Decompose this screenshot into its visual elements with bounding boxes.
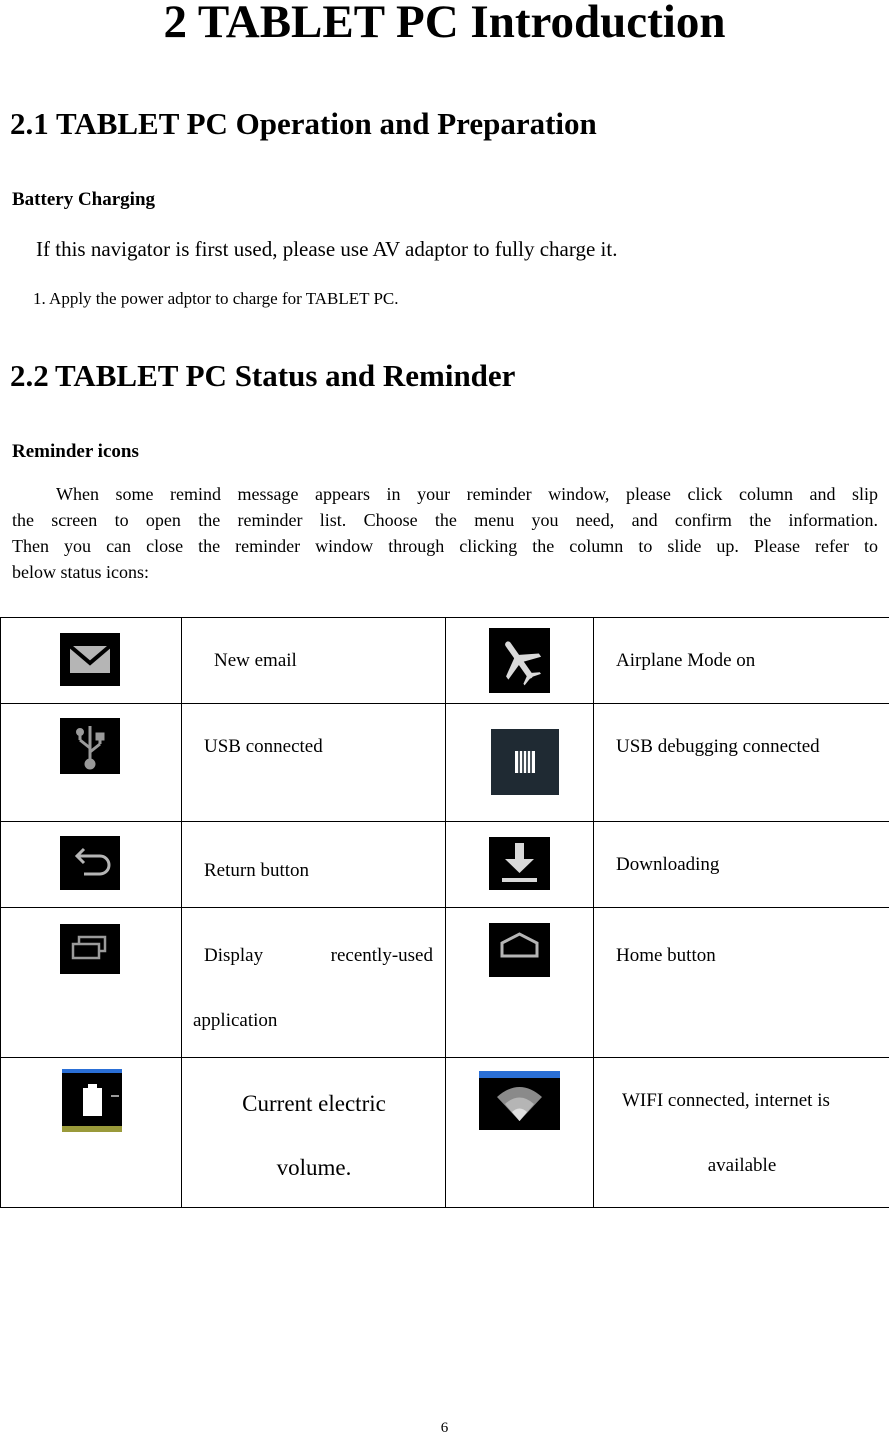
charging-instruction: If this navigator is first used, please use AV adaptor to fully charge it. — [36, 237, 618, 261]
home-icon — [489, 923, 550, 977]
label-available: available — [707, 1155, 777, 1176]
subheading-battery-charging: Battery Charging — [12, 189, 156, 210]
status-icons-table — [0, 617, 889, 1208]
label-current-electric: Current electric — [242, 1091, 386, 1116]
usb-icon — [60, 718, 120, 774]
label-downloading: Downloading — [616, 854, 720, 875]
battery-icon — [62, 1069, 122, 1132]
usb-debugging-icon — [491, 729, 559, 795]
table-row — [1, 908, 889, 1058]
label-new-email: New email — [214, 650, 297, 671]
airplane-icon — [489, 628, 550, 693]
label-home-button: Home button — [616, 945, 716, 966]
paragraph-line: below status icons: — [12, 562, 149, 582]
email-icon — [60, 633, 120, 686]
download-icon — [489, 837, 550, 890]
label-volume: volume. — [276, 1155, 352, 1180]
recent-apps-icon — [60, 924, 120, 974]
label-display: Display — [204, 945, 264, 966]
label-usb-connected: USB connected — [204, 736, 323, 757]
page-title: 2 TABLET PC Introduction — [163, 0, 726, 48]
table-row — [1, 822, 889, 908]
label-usb-debugging: USB debugging connected — [616, 736, 820, 757]
return-icon — [60, 836, 120, 890]
section-heading-status: 2.2 TABLET PC Status and Reminder — [10, 358, 516, 393]
table-row — [1, 618, 889, 704]
section-heading-operation: 2.1 TABLET PC Operation and Preparation — [10, 106, 597, 141]
label-airplane-mode: Airplane Mode on — [616, 650, 756, 671]
table-row — [1, 1058, 889, 1208]
subheading-reminder-icons: Reminder icons — [12, 441, 139, 462]
label-application: application — [193, 1010, 278, 1031]
page-number: 6 — [440, 1420, 449, 1436]
paragraph-line: Then you can close the reminder window through clicking the column to slide up. Please refer to — [12, 536, 878, 556]
label-return-button: Return button — [204, 860, 310, 881]
paragraph-line: When some remind message appears in your reminder window, please click column and slip — [56, 484, 878, 504]
label-wifi-connected: WIFI connected, internet is — [622, 1090, 830, 1111]
reminder-paragraph — [12, 481, 878, 585]
paragraph-line: the screen to open the reminder list. Choose the menu you need, and confirm the information. — [12, 510, 878, 530]
label-recently-used: recently-used — [330, 945, 433, 966]
table-row — [1, 704, 889, 822]
charging-step-1: 1. Apply the power adptor to charge for TABLET PC. — [33, 289, 399, 308]
wifi-icon — [479, 1071, 560, 1130]
